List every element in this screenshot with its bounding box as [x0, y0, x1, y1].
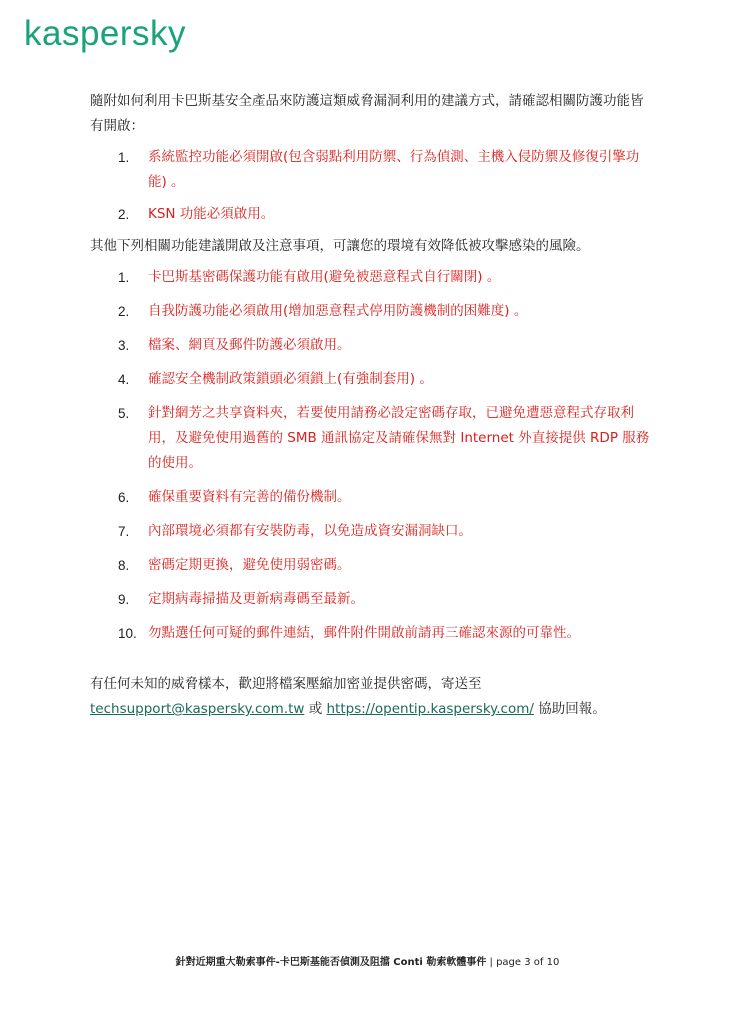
list-item [90, 519, 650, 544]
list-number: 2. [118, 207, 130, 222]
list-item-text: 系統監控功能必須開啟(包含弱點利用防禦、行為偵測、主機入侵防禦及修復引擎功能) 。 [148, 149, 640, 190]
list-item [90, 299, 650, 324]
footer-separator: | [486, 957, 497, 968]
list-item-text: 自我防護功能必須啟用(增加惡意程式停用防護機制的困難度) 。 [148, 303, 528, 319]
intro-paragraph: 隨附如何利用卡巴斯基安全產品來防護這類威脅漏洞利用的建議方式，請確認相關防護功能皆有開啟： [90, 93, 644, 134]
required-features-list [90, 145, 650, 227]
list-number: 1. [118, 270, 130, 285]
list-item-text: 確認安全機制政策鎖頭必須鎖上(有強制套用) 。 [148, 371, 433, 387]
list-item [90, 587, 650, 612]
opentip-link[interactable]: https://opentip.kaspersky.com/ [326, 701, 534, 717]
list-item [90, 553, 650, 578]
footer-title: 針對近期重大勒索事件-卡巴斯基能否偵測及阻擋 Conti 勒索軟體事件 [175, 957, 487, 968]
list-number: 5. [118, 406, 130, 421]
list-item-text: 內部環境必須都有安裝防毒，以免造成資安漏洞缺口。 [148, 523, 472, 539]
recommended-features-list [90, 265, 650, 646]
list-item [90, 367, 650, 392]
recommend-intro-paragraph: 其他下列相關功能建議開啟及注意事項，可讓您的環境有效降低被攻擊感染的風險。 [90, 238, 590, 254]
page-footer [0, 953, 735, 968]
list-item-text: 確保重要資料有完善的備份機制。 [148, 489, 351, 505]
list-item [90, 265, 650, 290]
list-item-text: 針對網芳之共享資料夾，若要使用請務必設定密碼存取，已避免遭惡意程式存取利用，及避免使用過舊的 SMB 通訊協定及請確保無對 Internet 外直接提供 RDP 服務的使用。 [148, 405, 650, 471]
list-item [90, 621, 650, 646]
list-item [90, 145, 650, 195]
contact-text: 有任何未知的威脅樣本，歡迎將檔案壓縮加密並提供密碼，寄送至 [90, 676, 482, 692]
document-body [90, 89, 650, 722]
list-number: 7. [118, 524, 130, 539]
contact-tail-text: 協助回報。 [533, 701, 606, 717]
list-number: 2. [118, 304, 130, 319]
list-item-text: 檔案、網頁及郵件防護必須啟用。 [148, 337, 351, 353]
list-number: 9. [118, 592, 130, 607]
list-item [90, 485, 650, 510]
list-number: 10. [118, 626, 137, 641]
list-number: 1. [118, 150, 130, 165]
contact-paragraph [90, 672, 650, 722]
list-number: 4. [118, 372, 130, 387]
list-item-text: 密碼定期更換，避免使用弱密碼。 [148, 557, 351, 573]
page-number: page 3 of 10 [496, 957, 560, 968]
or-text: 或 [304, 701, 327, 717]
support-email-link[interactable]: techsupport@kaspersky.com.tw [90, 701, 305, 717]
kaspersky-logo: kaspersky [24, 14, 187, 53]
list-item-text: 定期病毒掃描及更新病毒碼至最新。 [148, 591, 364, 607]
list-number: 8. [118, 558, 130, 573]
list-item [90, 333, 650, 358]
list-item [90, 202, 650, 227]
list-number: 3. [118, 338, 130, 353]
list-item-text: KSN 功能必須啟用。 [148, 206, 275, 222]
list-item-text: 卡巴斯基密碼保護功能有啟用(避免被惡意程式自行關閉) 。 [148, 269, 501, 285]
list-item [90, 401, 650, 476]
list-number: 6. [118, 490, 130, 505]
list-item-text: 勿點選任何可疑的郵件連結，郵件附件開啟前請再三確認來源的可靠性。 [148, 625, 580, 641]
